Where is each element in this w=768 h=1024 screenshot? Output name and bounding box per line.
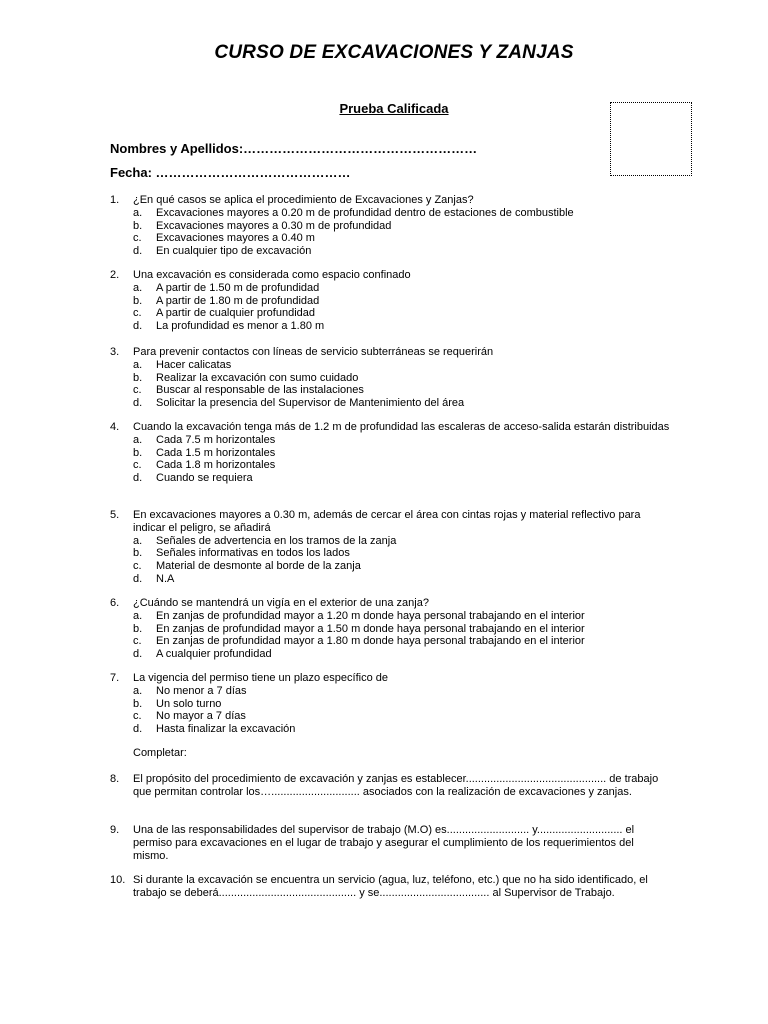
option-a: a. En zanjas de profundidad mayor a 1.20 m donde haya personal trabajando en el interior [133, 609, 585, 622]
completar-label: Completar: [133, 747, 187, 759]
question-number: 2. [110, 269, 120, 281]
question-2 [110, 269, 670, 333]
question-stem: Si durante la excavación se encuentra un servicio (agua, luz, teléfono, etc.) que no ha sido identificado, el trabajo se deberá............................................. y se.................................... al Supervisor de Trabajo. [133, 874, 648, 899]
question-stem: ¿En qué casos se aplica el procedimiento de Excavaciones y Zanjas? [133, 194, 474, 206]
question-number: 3. [110, 346, 120, 358]
option-d: d. Hasta finalizar la excavación [133, 723, 296, 736]
question-6 [110, 597, 670, 661]
question-5 [110, 509, 670, 586]
question-stem: El propósito del procedimiento de excavación y zanjas es establecer.............................................. de trabajo que permitan controlar los…............................. asociados con la realización de excavaciones y zanjas. [133, 773, 659, 798]
option-c: c. No mayor a 7 días [133, 710, 246, 723]
question-stem: Para prevenir contactos con líneas de servicio subterráneas se requerirán [133, 346, 494, 358]
option-a: a. Cada 7.5 m horizontales [133, 433, 276, 446]
option-b: b. Un solo turno [133, 697, 222, 710]
question-number: 5. [110, 509, 120, 521]
option-c: c. Material de desmonte al borde de la zanja [133, 560, 361, 573]
option-d: d. En cualquier tipo de excavación [133, 245, 312, 258]
option-a: a. No menor a 7 días [133, 684, 247, 697]
option-d: d. Cuando se requiera [133, 472, 253, 485]
option-a: a. A partir de 1.50 m de profundidad [133, 281, 320, 294]
option-d: d. La profundidad es menor a 1.80 m [133, 320, 325, 333]
question-4 [110, 421, 670, 485]
question-stem: Cuando la excavación tenga más de 1.2 m de profundidad las escaleras de acceso-salida estarán distribuidas [133, 421, 670, 433]
question-10 [110, 874, 670, 900]
option-d: d. N.A [133, 572, 175, 585]
question-number: 1. [110, 194, 120, 206]
option-c: c. Excavaciones mayores a 0.40 m [133, 232, 315, 245]
exam-subtitle: Prueba Calificada [339, 101, 449, 116]
option-b: b. Señales informativas en todos los lados [133, 547, 350, 560]
question-number: 8. [110, 773, 120, 785]
question-stem: La vigencia del permiso tiene un plazo específico de [133, 672, 388, 684]
option-a: a. Hacer calicatas [133, 358, 232, 371]
option-c: c. Cada 1.8 m horizontales [133, 459, 276, 472]
date-field: Fecha: ……………………………………… [110, 165, 351, 180]
option-d: d. A cualquier profundidad [133, 648, 272, 661]
question-number: 6. [110, 597, 120, 609]
question-7 [110, 672, 670, 736]
option-c: c. A partir de cualquier profundidad [133, 307, 315, 320]
names-field: Nombres y Apellidos:……………………………………………… [110, 141, 478, 156]
option-b: b. Cada 1.5 m horizontales [133, 446, 276, 459]
option-c: c. En zanjas de profundidad mayor a 1.80 m donde haya personal trabajando en el interior [133, 635, 585, 648]
question-number: 10. [110, 874, 126, 886]
option-b: b. A partir de 1.80 m de profundidad [133, 294, 320, 307]
question-stem: ¿Cuándo se mantendrá un vigía en el exterior de una zanja? [133, 597, 429, 609]
question-number: 4. [110, 421, 120, 433]
option-b: b. En zanjas de profundidad mayor a 1.50 m donde haya personal trabajando en el interior [133, 622, 585, 635]
question-number: 9. [110, 824, 120, 836]
question-8 [110, 773, 670, 799]
option-b: b. Realizar la excavación con sumo cuidado [133, 371, 359, 384]
question-9 [110, 824, 670, 862]
question-stem: Una de las responsabilidades del supervisor de trabajo (M.O) es........................... y............................ el permiso para excavaciones en el lugar de trabajo y asegurar el cumplimiento de los requerimientos del mismo. [133, 824, 635, 862]
question-3 [110, 346, 670, 410]
question-stem: En excavaciones mayores a 0.30 m, además de cercar el área con cintas rojas y material reflectivo para indicar el peligro, se añadirá [133, 509, 641, 534]
option-d: d. Solicitar la presencia del Supervisor de Mantenimiento del área [133, 397, 465, 410]
question-1 [110, 194, 670, 258]
page-title: CURSO DE EXCAVACIONES Y ZANJAS [214, 42, 574, 63]
photo-box [610, 102, 692, 176]
option-c: c. Buscar al responsable de las instalaciones [133, 384, 364, 397]
option-b: b. Excavaciones mayores a 0.30 m de profundidad [133, 219, 392, 232]
option-a: a. Excavaciones mayores a 0.20 m de profundidad dentro de estaciones de combustible [133, 206, 574, 219]
question-number: 7. [110, 672, 120, 684]
option-a: a. Señales de advertencia en los tramos de la zanja [133, 534, 397, 547]
question-stem: Una excavación es considerada como espacio confinado [133, 269, 411, 281]
